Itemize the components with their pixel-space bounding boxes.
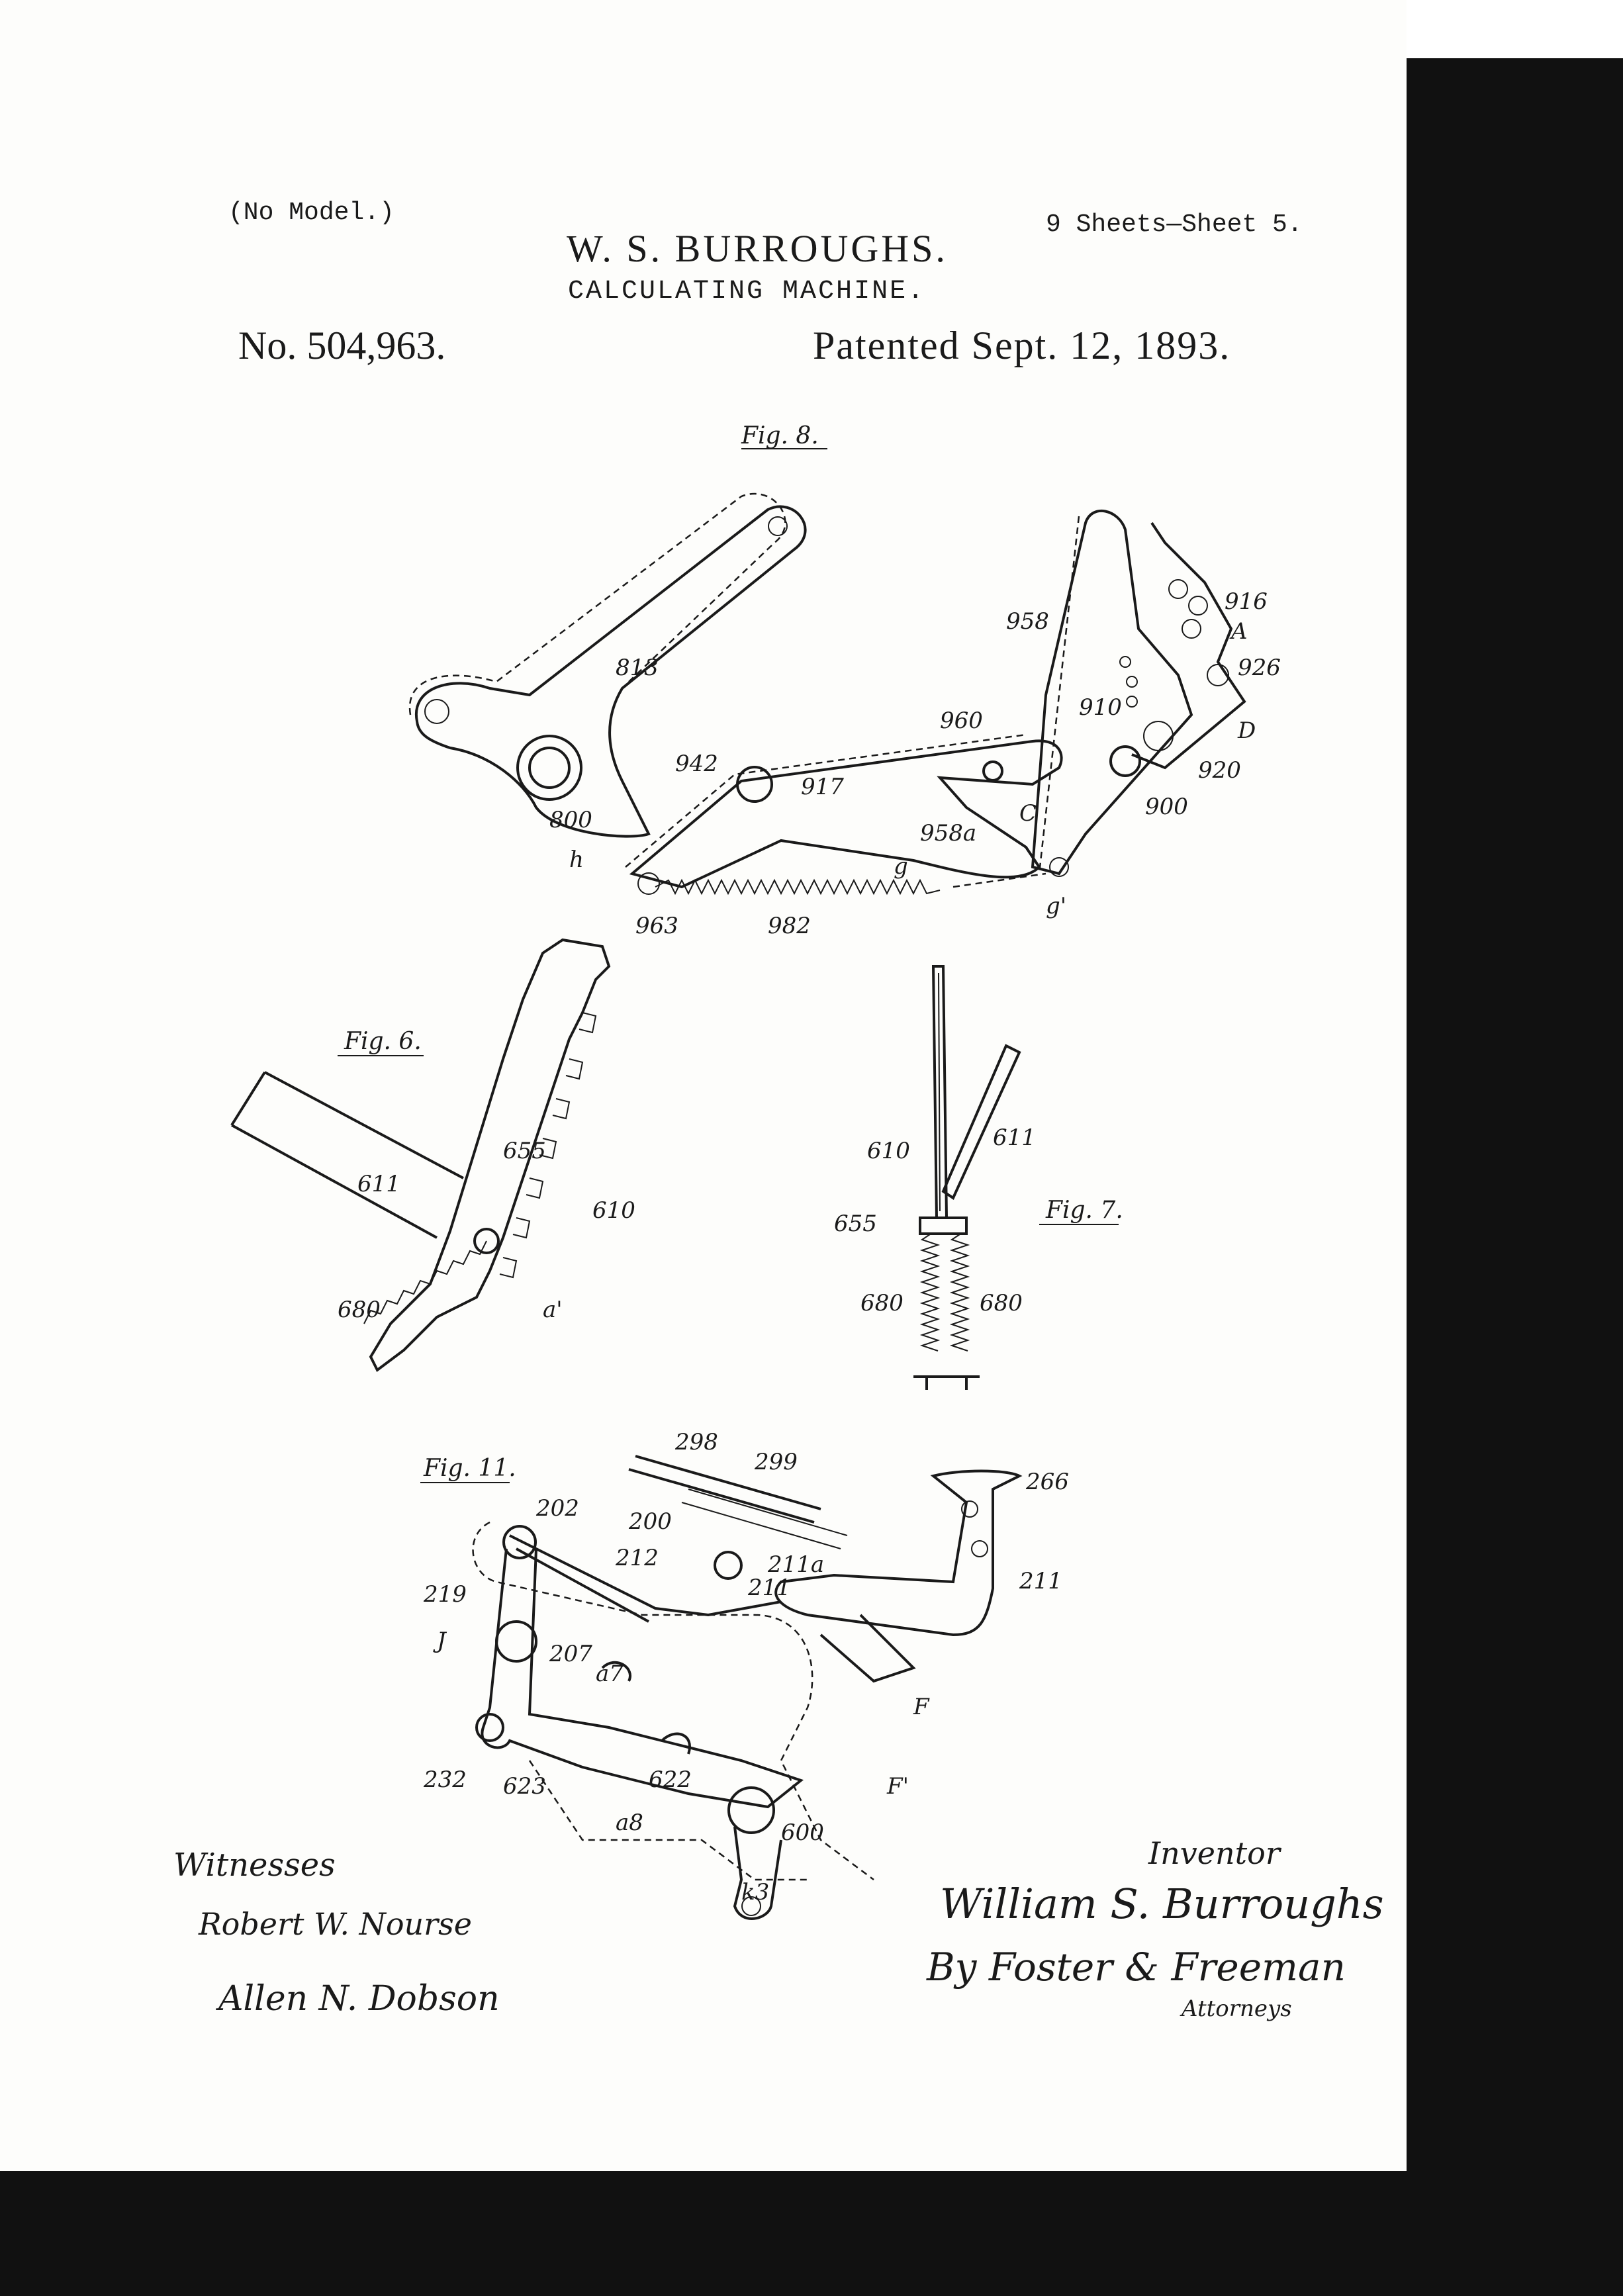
- inventor-signature: William S. Burroughs: [940, 1880, 1384, 1928]
- scan-border-bottom: [0, 2171, 1623, 2296]
- scan-border-right: [1407, 58, 1623, 2296]
- fig11-ref-623: 623: [503, 1773, 546, 1800]
- fig11-ref-211-a: 211: [748, 1575, 791, 1601]
- fig8-ref-g-prime: g': [1046, 893, 1067, 919]
- fig8-ref-g: g: [894, 853, 908, 880]
- witness-signature-1: Robert W. Nourse: [199, 1906, 472, 1942]
- fig8-ref-A: A: [1231, 618, 1248, 645]
- fig11-ref-212: 212: [616, 1545, 659, 1571]
- inventor-heading: W. S. BURROUGHS.: [567, 227, 948, 270]
- attorneys-signature: By Foster & Freeman: [927, 1945, 1346, 1990]
- fig11-ref-266: 266: [1026, 1469, 1069, 1495]
- fig11-ref-a7: a7: [596, 1661, 624, 1687]
- witnesses-label: Witnesses: [173, 1847, 336, 1884]
- attorneys-label: Attorneys: [1182, 1996, 1292, 2022]
- fig11-ref-622: 622: [649, 1767, 692, 1793]
- fig11-ref-600: 600: [781, 1819, 824, 1846]
- fig6-ref-680: 680: [338, 1297, 381, 1323]
- fig11-ref-232: 232: [424, 1767, 467, 1793]
- fig8-ref-960: 960: [940, 708, 983, 734]
- fig11-ref-298: 298: [675, 1429, 718, 1455]
- fig8-ref-958a: 958a: [920, 820, 977, 847]
- fig7-ref-610: 610: [867, 1138, 910, 1164]
- fig7-ref-680-left: 680: [860, 1290, 904, 1316]
- fig6-ref-655: 655: [503, 1138, 546, 1164]
- fig8-ref-910: 910: [1079, 694, 1122, 721]
- fig7-label: Fig. 7.: [1046, 1197, 1123, 1224]
- fig8-ref-982: 982: [768, 913, 811, 939]
- fig6-ref-a-prime: a': [543, 1297, 563, 1323]
- fig8-ref-C: C: [1019, 800, 1037, 827]
- patent-number: No. 504,963.: [238, 324, 446, 367]
- fig8-ref-920: 920: [1198, 757, 1241, 784]
- fig8-ref-813: 813: [616, 655, 659, 681]
- fig11-ref-211-b: 211: [1019, 1568, 1062, 1594]
- fig8-ref-h: h: [569, 847, 584, 873]
- fig8-ref-958: 958: [1006, 608, 1049, 635]
- fig11-label: Fig. 11.: [424, 1455, 516, 1482]
- sheet-count: 9 Sheets—Sheet 5.: [1046, 210, 1303, 239]
- fig11-ref-F: F: [913, 1694, 929, 1720]
- fig8-ref-963: 963: [635, 913, 678, 939]
- figure-7-drawing: [827, 966, 1158, 1416]
- fig7-ref-680-right: 680: [980, 1290, 1023, 1316]
- fig11-ref-202: 202: [536, 1495, 579, 1522]
- fig8-label: Fig. 8.: [741, 422, 819, 449]
- fig8-ref-916: 916: [1225, 588, 1268, 615]
- patent-date: Patented Sept. 12, 1893.: [813, 324, 1231, 367]
- fig11-ref-207: 207: [549, 1641, 592, 1667]
- fig11-ref-211a: 211a: [768, 1551, 825, 1578]
- fig6-ref-611: 611: [357, 1171, 400, 1197]
- fig8-ref-800: 800: [549, 807, 592, 833]
- fig11-ref-299: 299: [755, 1449, 798, 1475]
- fig7-ref-611: 611: [993, 1125, 1036, 1151]
- fig11-ref-a8: a8: [616, 1810, 643, 1836]
- fig11-ref-J: J: [437, 1628, 446, 1654]
- inventor-label: Inventor: [1148, 1835, 1280, 1871]
- fig6-ref-610: 610: [592, 1197, 635, 1224]
- fig8-ref-917: 917: [801, 774, 844, 800]
- witness-signature-2: Allen N. Dobson: [218, 1979, 500, 2019]
- invention-title: CALCULATING MACHINE.: [568, 277, 926, 306]
- fig11-ref-219: 219: [424, 1581, 467, 1608]
- fig6-label: Fig. 6.: [344, 1028, 422, 1055]
- fig8-ref-900: 900: [1145, 794, 1188, 820]
- fig11-ref-k3: k3: [741, 1879, 770, 1906]
- figure-6-drawing: [225, 927, 702, 1403]
- fig11-ref-200: 200: [629, 1508, 672, 1535]
- fig7-ref-655: 655: [834, 1211, 877, 1237]
- fig8-ref-D: D: [1238, 717, 1256, 744]
- fig8-ref-942: 942: [675, 751, 718, 777]
- no-model-note: (No Model.): [228, 199, 394, 227]
- figure-8-drawing: [371, 410, 1337, 953]
- fig11-ref-F-prime: F': [887, 1773, 909, 1800]
- fig8-ref-926: 926: [1238, 655, 1281, 681]
